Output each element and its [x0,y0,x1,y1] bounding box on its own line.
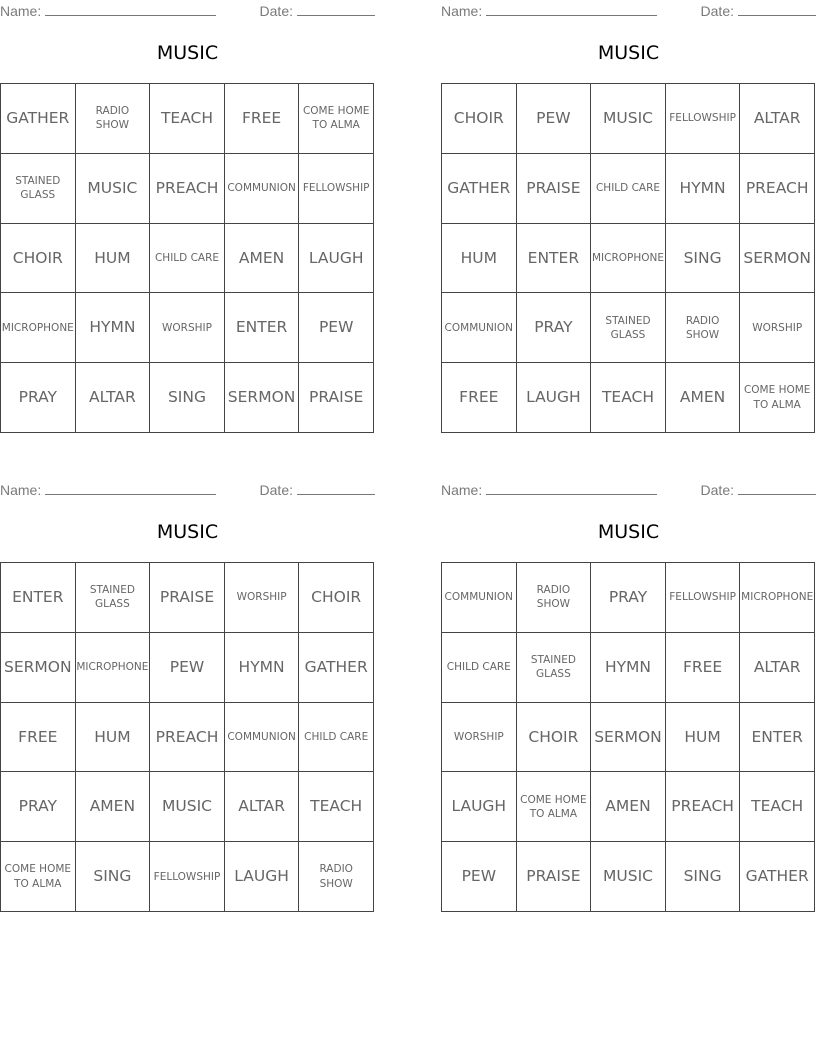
bingo-cell: ENTER [1,563,76,633]
bingo-cell: GATHER [1,84,76,154]
name-field [441,2,657,19]
bingo-cell: FREE [1,703,76,773]
bingo-cell: ENTER [517,224,592,294]
date-label: Date: [700,3,734,19]
date-field [260,481,375,498]
bingo-cell: AMEN [591,772,666,842]
bingo-cell: AMEN [225,224,300,294]
date-line [297,2,375,16]
name-line [486,2,657,16]
bingo-cell: FREE [666,633,741,703]
bingo-cell: PEW [517,84,592,154]
bingo-cell: RADIO SHOW [517,563,592,633]
bingo-cell: FELLOWSHIP [299,154,374,224]
bingo-cell: SERMON [225,363,300,433]
date-line [297,481,375,495]
date-line [738,2,816,16]
date-field [260,2,375,19]
bingo-card [0,479,375,919]
bingo-cell: SING [666,224,741,294]
bingo-cell: COME HOME TO ALMA [1,842,76,912]
bingo-cell: COME HOME TO ALMA [517,772,592,842]
bingo-cell: MICROPHONE [76,633,151,703]
bingo-cell: PRAISE [299,363,374,433]
card-header [441,481,816,499]
date-field [701,2,816,19]
bingo-card [0,0,375,440]
bingo-cell: HYMN [225,633,300,703]
bingo-grid [0,83,374,433]
bingo-cell: STAINED GLASS [591,293,666,363]
name-label: Name: [441,3,483,19]
bingo-cell: MUSIC [150,772,225,842]
bingo-cell: TEACH [591,363,666,433]
bingo-cell: HUM [76,703,151,773]
bingo-cell: PRAY [517,293,592,363]
bingo-cell: COMMUNION [225,154,300,224]
bingo-cell: PEW [442,842,517,912]
bingo-cell: CHILD CARE [299,703,374,773]
bingo-card [441,0,816,440]
bingo-cell: PREACH [740,154,815,224]
bingo-cell: WORSHIP [740,293,815,363]
date-label: Date: [259,3,293,19]
bingo-cell: PREACH [150,703,225,773]
bingo-cell: CHILD CARE [150,224,225,294]
bingo-cell: ENTER [740,703,815,773]
bingo-cell: RADIO SHOW [299,842,374,912]
bingo-cell: STAINED GLASS [1,154,76,224]
bingo-cell: TEACH [150,84,225,154]
bingo-cell: LAUGH [225,842,300,912]
bingo-cell: HYMN [76,293,151,363]
bingo-cell: WORSHIP [442,703,517,773]
bingo-cell: TEACH [299,772,374,842]
card-title: MUSIC [597,521,660,543]
bingo-cell: STAINED GLASS [76,563,151,633]
bingo-cell: CHILD CARE [442,633,517,703]
name-line [45,481,216,495]
date-line [738,481,816,495]
bingo-cell: AMEN [76,772,151,842]
bingo-cell: ALTAR [740,84,815,154]
card-header [0,2,375,20]
bingo-cell: COME HOME TO ALMA [740,363,815,433]
bingo-cell: WORSHIP [225,563,300,633]
bingo-cell: HYMN [591,633,666,703]
bingo-cell: FELLOWSHIP [666,563,741,633]
bingo-cell: LAUGH [442,772,517,842]
bingo-cell: SERMON [1,633,76,703]
name-line [486,481,657,495]
bingo-cell: SERMON [591,703,666,773]
bingo-cell: ALTAR [740,633,815,703]
bingo-cell: ALTAR [76,363,151,433]
name-label: Name: [441,482,483,498]
bingo-cell: PREACH [666,772,741,842]
bingo-cell: SING [150,363,225,433]
bingo-cell: FREE [225,84,300,154]
bingo-cell: FELLOWSHIP [150,842,225,912]
bingo-cell: PRAY [1,363,76,433]
bingo-cell: MUSIC [591,84,666,154]
name-line [45,2,216,16]
bingo-cell: MUSIC [76,154,151,224]
card-title: MUSIC [156,521,219,543]
bingo-cell: SING [76,842,151,912]
bingo-cell: PREACH [150,154,225,224]
bingo-cell: MUSIC [591,842,666,912]
bingo-cell: COME HOME TO ALMA [299,84,374,154]
bingo-cell: LAUGH [517,363,592,433]
bingo-cell: HYMN [666,154,741,224]
bingo-cell: COMMUNION [442,563,517,633]
bingo-cell: MICROPHONE [1,293,76,363]
bingo-cell: SERMON [740,224,815,294]
card-title: MUSIC [156,42,219,64]
name-field [0,481,216,498]
bingo-card [441,479,816,919]
bingo-cell: AMEN [666,363,741,433]
card-header [0,481,375,499]
bingo-cell: HUM [76,224,151,294]
bingo-cell: TEACH [740,772,815,842]
bingo-cell: HUM [666,703,741,773]
bingo-cell: GATHER [442,154,517,224]
bingo-grid [441,83,815,433]
date-label: Date: [259,482,293,498]
bingo-cell: ALTAR [225,772,300,842]
date-field [701,481,816,498]
bingo-cell: CHOIR [517,703,592,773]
bingo-cell: CHOIR [299,563,374,633]
bingo-cell: PRAISE [517,154,592,224]
name-field [441,481,657,498]
bingo-cell: STAINED GLASS [517,633,592,703]
bingo-cell: COMMUNION [442,293,517,363]
bingo-cell: PRAISE [517,842,592,912]
bingo-cell: PRAY [1,772,76,842]
bingo-cell: GATHER [299,633,374,703]
bingo-cell: PRAISE [150,563,225,633]
bingo-cell: LAUGH [299,224,374,294]
bingo-cell: CHOIR [1,224,76,294]
bingo-cell: RADIO SHOW [666,293,741,363]
bingo-cell: FREE [442,363,517,433]
date-label: Date: [700,482,734,498]
bingo-cell: COMMUNION [225,703,300,773]
bingo-cell: GATHER [740,842,815,912]
bingo-cell: WORSHIP [150,293,225,363]
bingo-cell: CHOIR [442,84,517,154]
bingo-cell: CHILD CARE [591,154,666,224]
bingo-cell: ENTER [225,293,300,363]
bingo-cell: RADIO SHOW [76,84,151,154]
bingo-cell: MICROPHONE [740,563,815,633]
bingo-cell: FELLOWSHIP [666,84,741,154]
bingo-cell: HUM [442,224,517,294]
bingo-cell: PEW [150,633,225,703]
bingo-cell: PRAY [591,563,666,633]
name-label: Name: [0,482,42,498]
bingo-grid [441,562,815,912]
name-label: Name: [0,3,42,19]
card-header [441,2,816,20]
bingo-cell: PEW [299,293,374,363]
name-field [0,2,216,19]
bingo-grid [0,562,374,912]
card-title: MUSIC [597,42,660,64]
bingo-cell: SING [666,842,741,912]
bingo-cell: MICROPHONE [591,224,666,294]
